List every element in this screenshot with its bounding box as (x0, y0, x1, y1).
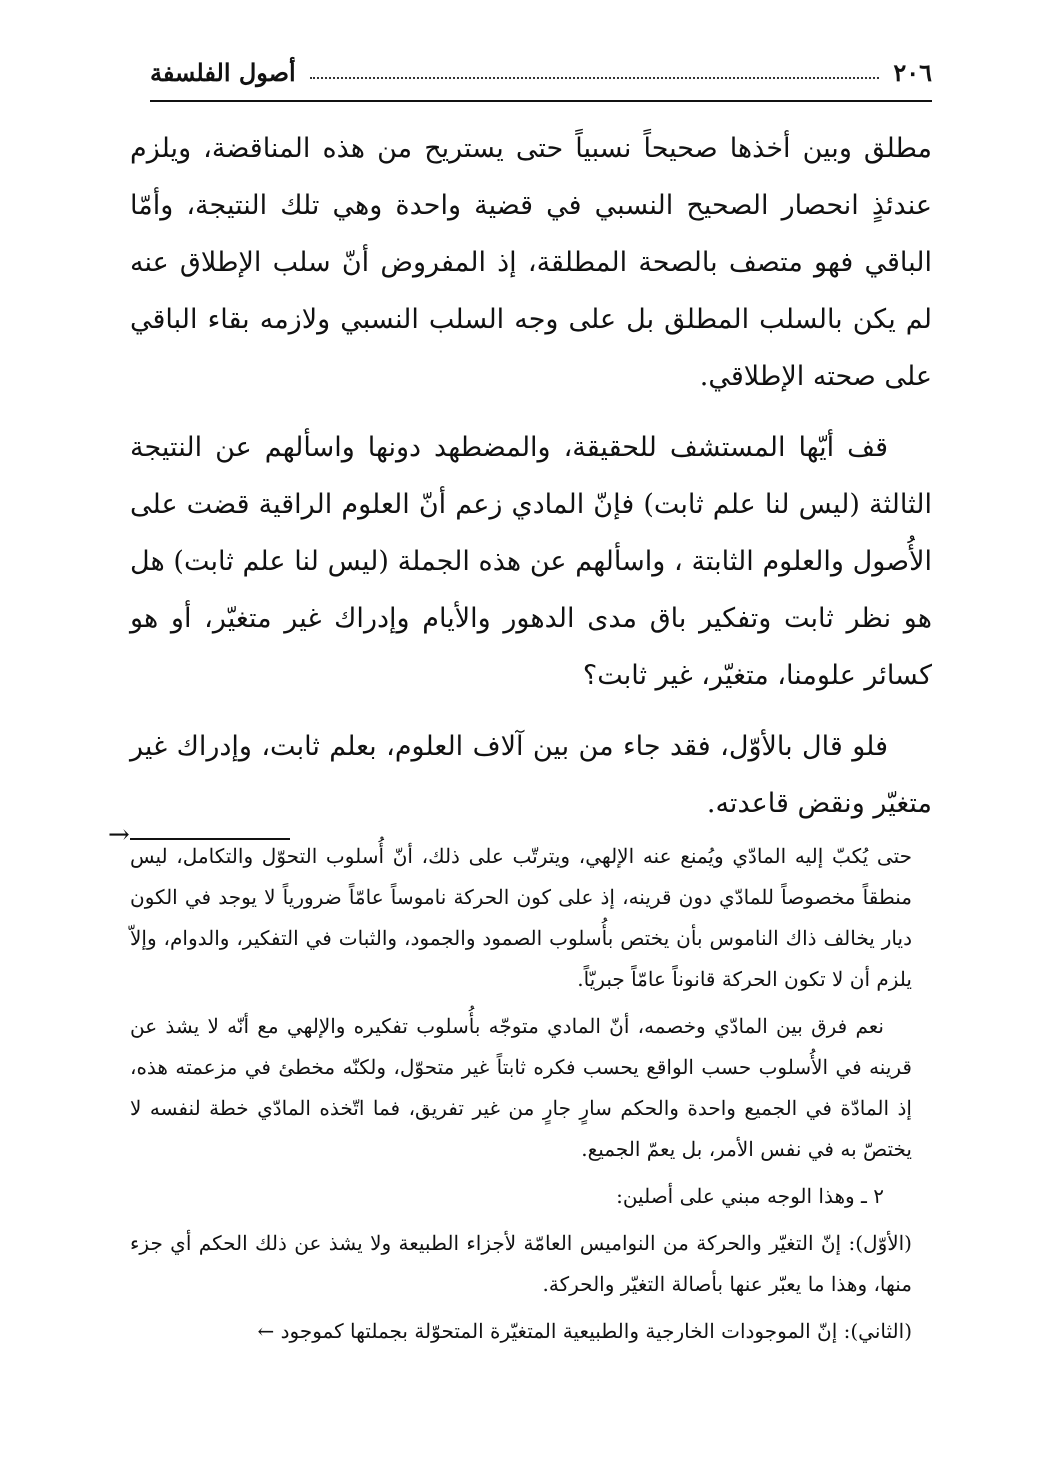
page-number: ٢٠٦ (893, 57, 932, 87)
body-paragraph: قف أيّها المستشف للحقيقة، والمضطهد دونها واسألهم عن النتيجة الثالثة (ليس لنا علم ثابت) فإنّ المادي زعم أنّ العلوم الراقية قضت على الأُصول والعلوم الثابتة ، واسألهم عن هذه الجملة (ليس لنا علم ثابت) هل هو نظر ثابت وتفكير باق مدى الدهور والأيام وإدراك غير متغيّر، أو هو كسائر علومنا، متغيّر، غير ثابت؟ (130, 432, 932, 691)
footnote-paragraph (130, 1311, 912, 1352)
footnotes (130, 836, 912, 1358)
running-header (150, 50, 932, 94)
footnote-paragraph: حتى يُكبّ إليه المادّي ويُمنع عنه الإلهي، ويترتّب على ذلك، أنّ أُسلوب التحوّل والتكامل، ليس منطقاً مخصوصاً للمادّي دون قرينه، إذ على كون الحركة ناموساً عامّاً ضرورياً لا يوجد في الكون ديار يخالف ذاك الناموس بأن يختص بأُسلوب الصمود والجمود، والثبات في التفكير، والدوام، وإلاّ يلزم أن لا تكون الحركة قانوناً عامّاً جبريّاً. (130, 844, 912, 991)
footnote-heading: ٢ ـ وهذا الوجه مبني على أصلين: (616, 1184, 884, 1208)
header-rule (150, 100, 932, 102)
main-text (130, 120, 932, 846)
body-paragraph: مطلق وبين أخذها صحيحاً نسبياً حتى يستريح من هذه المناقضة، ويلزم عندئذٍ انحصار الصحيح النسبي في قضية واحدة وهي تلك النتيجة، وأمّا الباقي فهو متصف بالصحة المطلقة، إذ المفروض أنّ سلب الإطلاق عنه لم يكن بالسلب المطلق بل على وجه السلب النسبي ولازمه بقاء الباقي على صحته الإطلاقي. (130, 133, 932, 392)
footnote-continues-arrow: ← (257, 1319, 275, 1343)
footnote-continuation-arrow: → (108, 820, 130, 850)
book-title: أصول الفلسفة (150, 57, 296, 87)
footnote-paragraph: نعم فرق بين المادّي وخصمه، أنّ المادي متوجّه بأُسلوب تفكيره والإلهي مع أنّه لا يشذ عن قرينه في الأُسلوب حسب الواقع يحسب فكره ثابتاً غير متحوّل، ولكنّه مخطئ في مزعمته هذه، إذ المادّة في الجميع واحدة والحكم سارٍ جارٍ من غير تفريق، فما اتّخذه المادّي خطة لنفسه لا يختصّ به في نفس الأمر، بل يعمّ الجميع. (130, 1014, 912, 1161)
body-paragraph: فلو قال بالأوّل، فقد جاء من بين آلاف العلوم، بعلم ثابت، وإدراك غير متغيّر ونقض قاعدته. (130, 731, 932, 819)
header-leader-dots (310, 77, 880, 79)
footnote-paragraph: (الأوّل): إنّ التغيّر والحركة من النواميس العامّة لأجزاء الطبيعة ولا يشذ عن ذلك الحكم أي جزء منها، وهذا ما يعبّر عنها بأصالة التغيّر والحركة. (130, 1231, 912, 1296)
footnote-last-text: (الثاني): إنّ الموجودات الخارجية والطبيعية المتغيّرة المتحوّلة بجملتها كموجود (280, 1319, 912, 1343)
